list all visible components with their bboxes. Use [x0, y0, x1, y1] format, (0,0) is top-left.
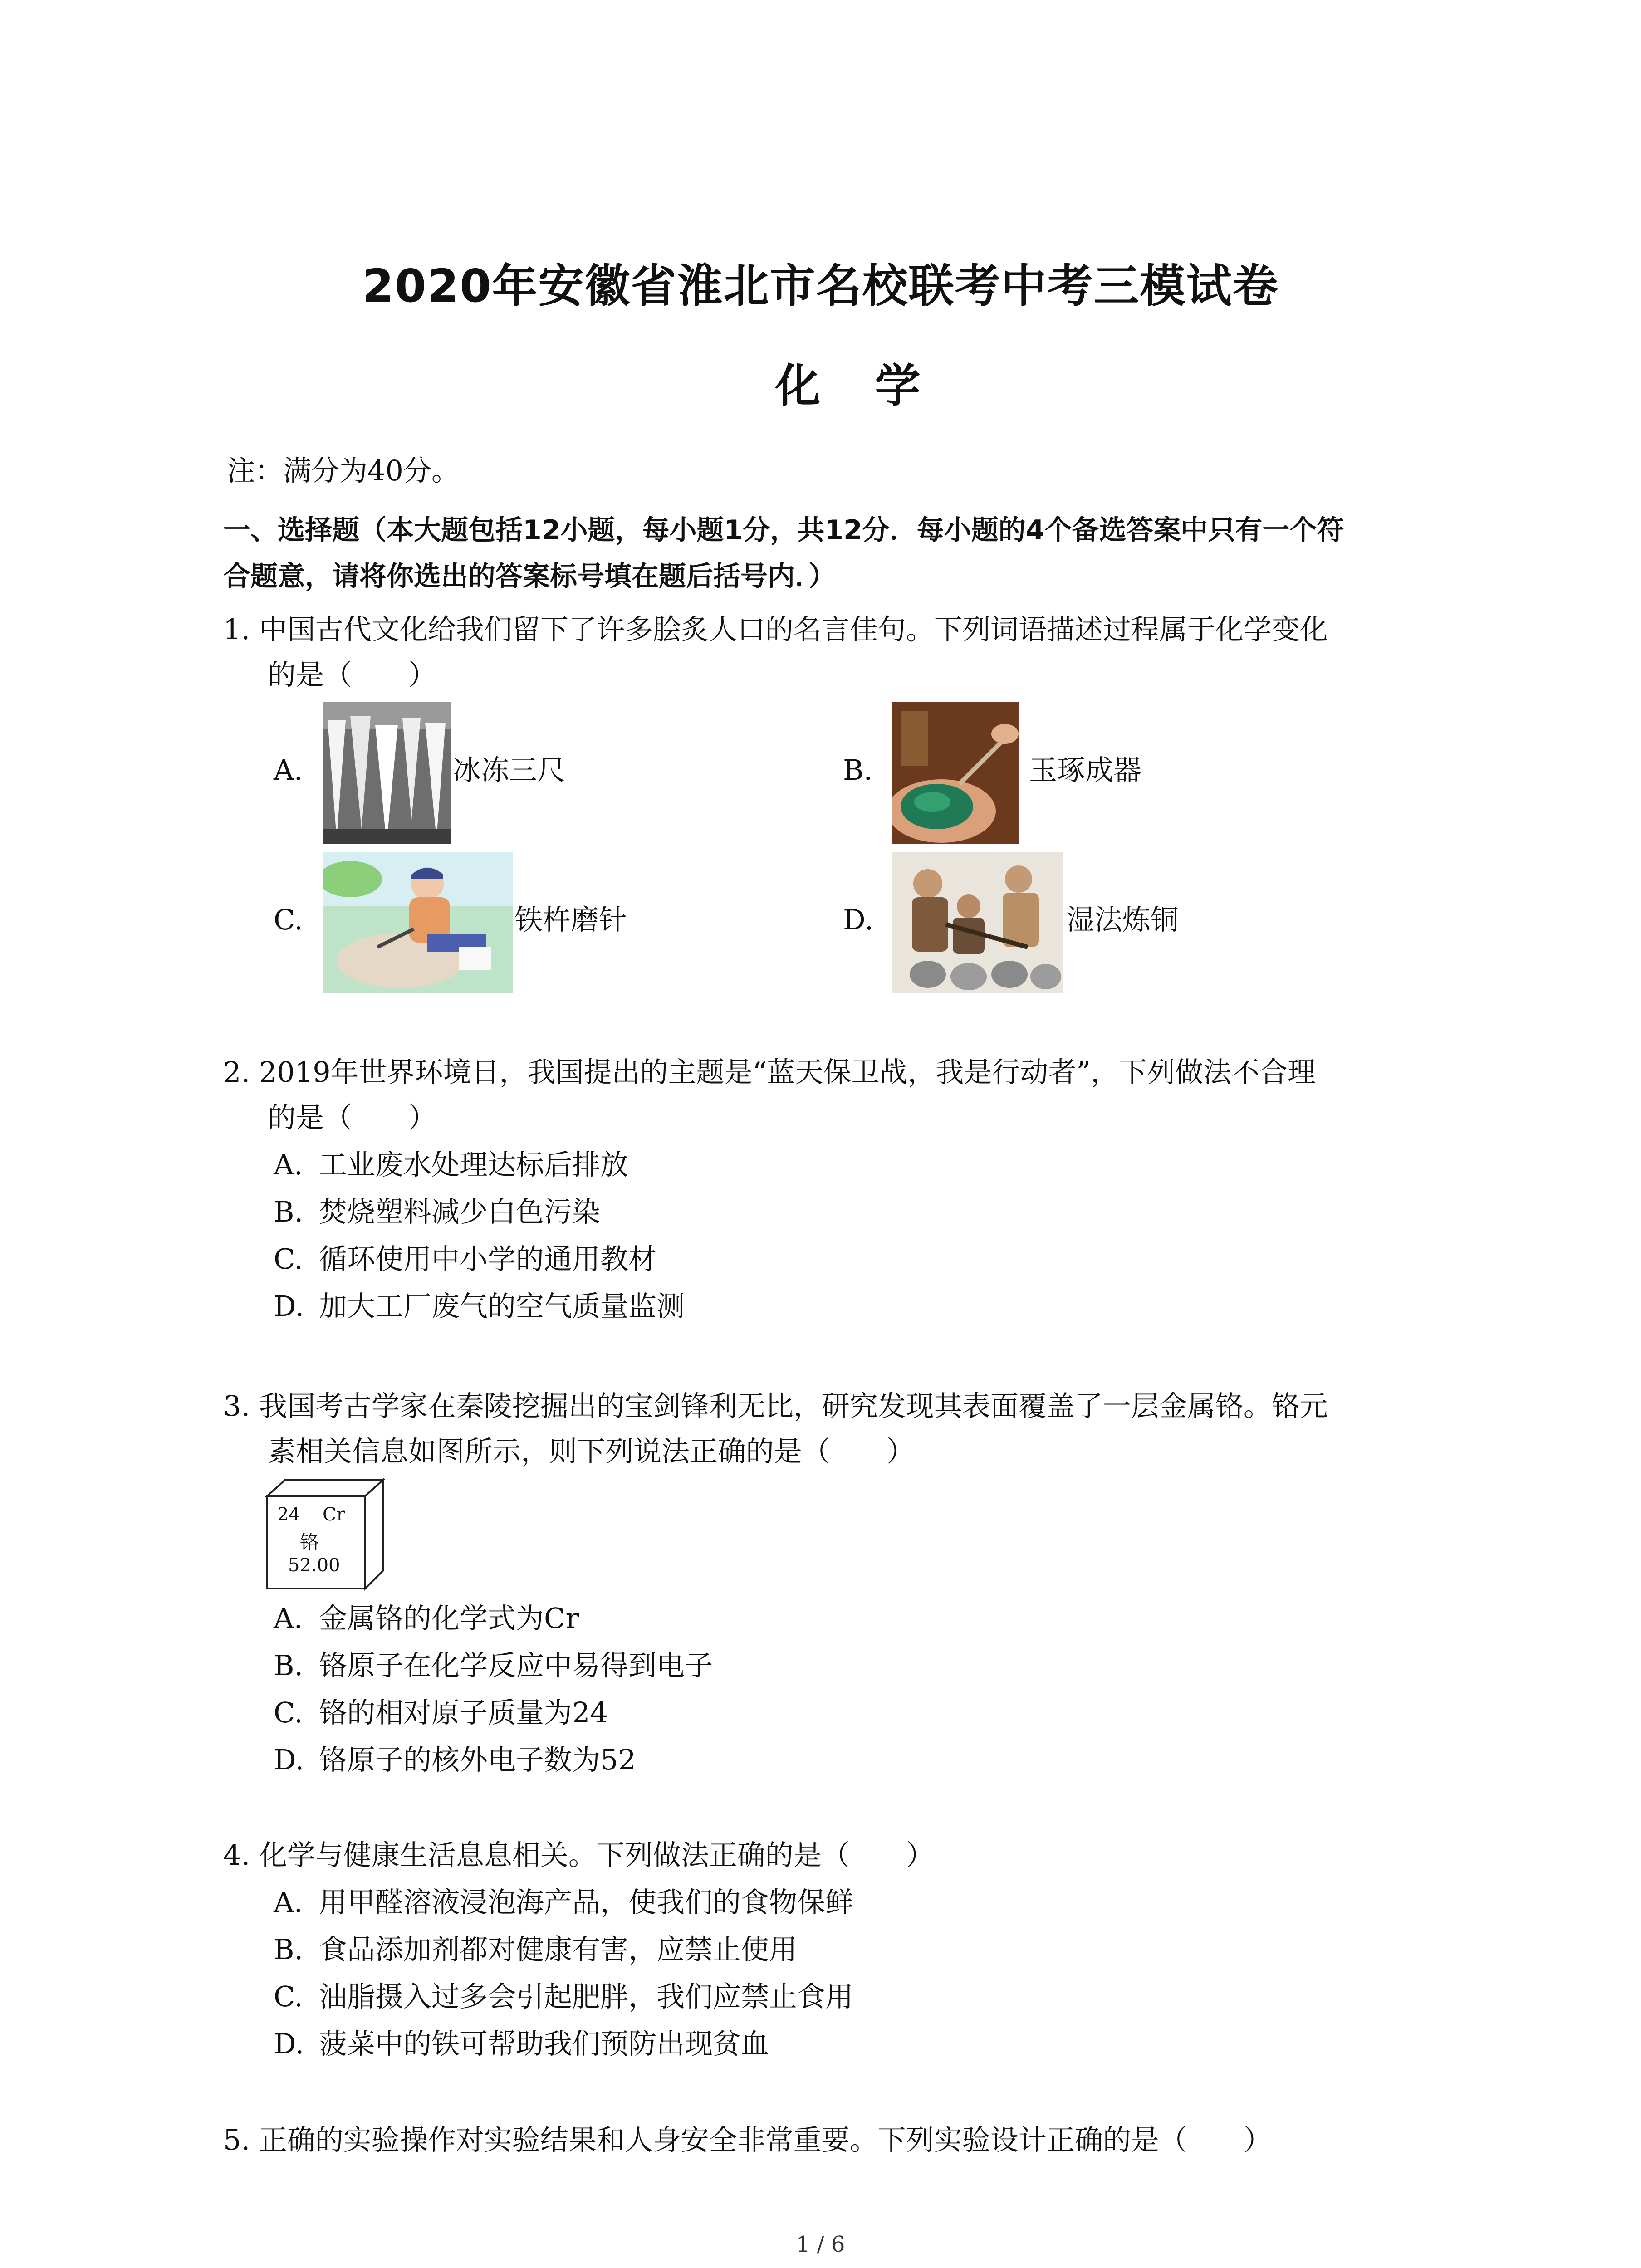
q2-option-c-letter: C.	[274, 1242, 303, 1276]
q3-option-c-text: 铬的相对原子质量为24	[319, 1696, 608, 1729]
question-2-line1: 2. 2019年世界环境日，我国提出的主题是“蓝天保卫战，我是行动者”，下列做法不合理	[223, 1056, 1316, 1089]
question-1-line1: 1. 中国古代文化给我们留下了许多脍炙人口的名言佳句。下列词语描述过程属于化学变化	[223, 613, 1328, 646]
q2-option-b-text: 焚烧塑料减少白色污染	[319, 1195, 601, 1228]
q4-option-a	[274, 1880, 853, 1925]
q3-option-b-letter: B.	[274, 1649, 304, 1682]
page-number: 1 / 6	[796, 2232, 845, 2257]
question-3-line1: 3. 我国考古学家在秦陵挖掘出的宝剑锋利无比，研究发现其表面覆盖了一层金属铬。铬元	[223, 1389, 1328, 1422]
q2-option-b	[274, 1189, 600, 1235]
section-heading-line1: 一、选择题（本大题包括12小题，每小题1分，共12分．每小题的4个备选答案中只有一个符	[223, 514, 1344, 546]
q1-option-a-letter: A.	[274, 753, 303, 787]
question-3-line2: 素相关信息如图所示，则下列说法正确的是（ ）	[268, 1435, 915, 1468]
q4-option-c-letter: C.	[274, 1980, 303, 2013]
q1-option-a-text: 冰冻三尺	[453, 753, 566, 787]
q4-option-a-letter: A.	[274, 1886, 303, 1919]
q2-option-c-text: 循环使用中小学的通用教材	[319, 1242, 657, 1276]
section-heading-line2: 合题意，请将你选出的答案标号填在题后括号内．）	[223, 561, 836, 592]
q4-option-d-letter: D.	[274, 2027, 304, 2060]
q3-option-a	[274, 1596, 579, 1641]
exam-title: 2020年安徽省淮北市名校联考中考三模试卷	[362, 259, 1279, 313]
q2-option-b-letter: B.	[274, 1195, 304, 1228]
q2-option-a-text: 工业废水处理达标后排放	[319, 1148, 629, 1181]
q3-option-b	[274, 1643, 713, 1688]
frozen-waterfall-icon	[323, 702, 451, 844]
q4-option-d-text: 菠菜中的铁可帮助我们预防出现贫血	[319, 2027, 769, 2060]
q3-option-d-letter: D.	[274, 1743, 304, 1776]
q1-option-d-text: 湿法炼铜	[1066, 903, 1179, 936]
q1-option-c-letter: C.	[274, 903, 303, 936]
grinding-iron-rod-icon	[323, 852, 513, 993]
q3-option-c-letter: C.	[274, 1696, 303, 1729]
question-4-line1: 4. 化学与健康生活息息相关。下列做法正确的是（ ）	[223, 1838, 934, 1872]
q1-option-b-letter: B.	[843, 753, 873, 787]
q4-option-d	[274, 2021, 769, 2067]
q2-option-d	[274, 1284, 685, 1329]
q3-option-a-letter: A.	[274, 1602, 303, 1635]
q4-option-a-text: 用甲醛溶液浸泡海产品，使我们的食物保鲜	[319, 1886, 854, 1919]
q4-option-b-text: 食品添加剂都对健康有害，应禁止使用	[319, 1933, 798, 1966]
q4-option-b-letter: B.	[274, 1933, 304, 1966]
score-note: 注：满分为40分。	[227, 454, 460, 487]
q1-option-b-text: 玉琢成器	[1029, 753, 1142, 787]
q1-option-c-text: 铁杵磨针	[514, 903, 627, 936]
question-1-line2: 的是（ ）	[268, 658, 437, 691]
exam-subject: 化学	[775, 359, 975, 412]
q2-option-d-text: 加大工厂废气的空气质量监测	[319, 1290, 685, 1323]
element-symbol: Cr	[323, 1504, 345, 1525]
q2-option-c	[274, 1237, 656, 1282]
q3-option-c	[274, 1690, 608, 1735]
question-2-line2: 的是（ ）	[268, 1101, 437, 1134]
q3-option-d	[274, 1737, 636, 1783]
q2-option-a	[274, 1142, 628, 1188]
element-number: 24	[277, 1504, 300, 1525]
q1-option-d-letter: D.	[843, 903, 874, 936]
element-name: 铬	[300, 1531, 319, 1554]
q3-option-d-text: 铬原子的核外电子数为52	[319, 1743, 636, 1776]
q4-option-c-text: 油脂摄入过多会引起肥胖，我们应禁止食用	[319, 1980, 854, 2013]
q2-option-a-letter: A.	[274, 1148, 303, 1181]
jade-carving-icon	[892, 702, 1019, 844]
q4-option-c	[274, 1974, 853, 2019]
element-mass: 52.00	[288, 1555, 340, 1576]
q2-option-d-letter: D.	[274, 1290, 304, 1323]
q3-option-b-text: 铬原子在化学反应中易得到电子	[319, 1649, 713, 1682]
chromium-element-card	[265, 1478, 388, 1591]
q3-option-a-text: 金属铬的化学式为Cr	[319, 1602, 579, 1635]
q4-option-b	[274, 1927, 797, 1972]
question-5-line1: 5. 正确的实验操作对实验结果和人身安全非常重要。下列实验设计正确的是（ ）	[223, 2123, 1272, 2156]
wet-copper-smelting-icon	[892, 852, 1063, 993]
